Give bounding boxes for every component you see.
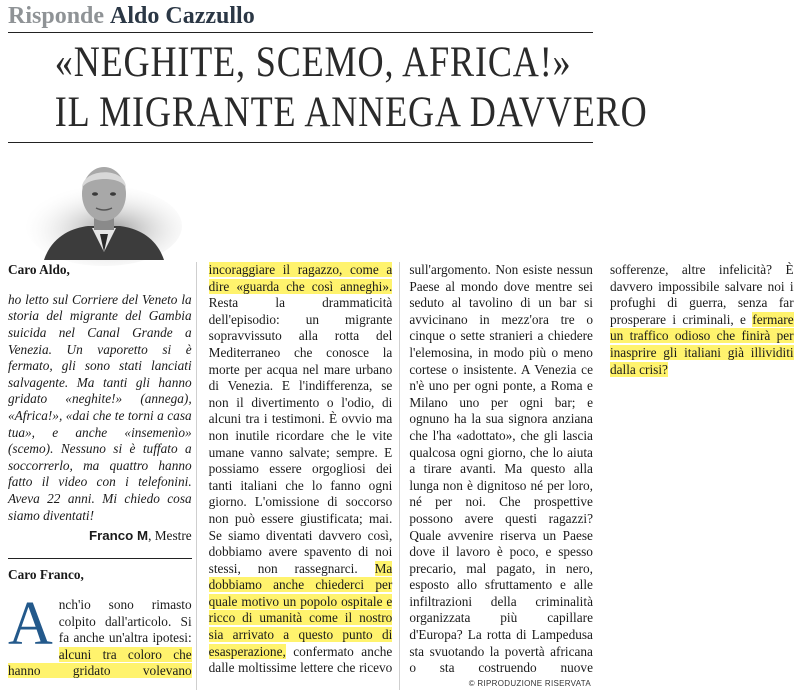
letter-signature (8, 528, 192, 545)
signature-name: Franco M (88, 528, 149, 544)
reply-text-2: Resta la drammaticità dell'episodio: un migrante sopravvissuto alla rotta del Mediterraneo che conosce la morte per acqua nel mare urbano di Venezia. E l'indifferenza, se non il divertimento o l'odio, di alcuni tra i testimoni. È ovvio ma non inutile ricordare che le vite umane vanno salvate; sempre. E possiamo essere orgogliosi dei tanti italiani che lo fanno ogni giorno. L'omissione di soccorso non può essere giustificata; mai. Se siamo diventati davvero così, dobbiamo avere spavento di noi stessi, non rassegnarci. (208, 295, 393, 576)
reply-greeting: Caro Franco, (8, 567, 84, 583)
letter-greeting: Caro Aldo, (8, 262, 70, 277)
author-portrait-icon (8, 148, 184, 260)
letter-separator (8, 558, 192, 559)
reply-text-3: confermato anche dalle moltissime lettere che ricevo sull'argomento. Non esiste nessun Paese al mondo dove mentre sei seduto al tavolino di un bar si avvicinano in mezz'ora tre o cinque o sette stranieri a chiedere l'elemosina, in modo più o meno cortese o insistente. A Venezia ce n'è uno per ogni ponte, a Roma e Milano uno per ogni bar; e ognuno ha la sua signora anziana che l'ha «adottato», che gli lascia qualcosa ogni giorno, che lo aiuta a tirare avanti. Ma questo alla lunga non è dignitoso né per loro, né per noi. Che prospettive possono avere questi ragazzi? Quale avvenire riserva un Paese dove il lavoro è poco, e spesso precario, mal pagato, in nero, esposto allo sfruttamento e alle infiltrazioni della criminalità organizzata più capillare d'Europa? La rotta di Lampedusa sta svuotando la povertà africana o sta costruendo nuove sofferenze, altre infelicità? È davvero impossibile salvare noi i profughi di guerra, senza far prosperare i criminali, e (208, 262, 794, 676)
copyright-notice: © RIPRODUZIONE RISERVATA (468, 679, 591, 688)
highlight-3: fermare un traffico odioso che finirà per inasprire gli italiani già illividiti dalla crisi? (609, 311, 794, 377)
highlight-2: Ma dobbiamo anche chiederci per quale motivo un popolo ospitale e ricco di umanità come il nostro sia arrivato a questo punto di esasperazione, (208, 560, 393, 659)
headline-line-1: «NEGHITE, SCEMO, AFRICA!» (54, 39, 572, 86)
reply-text-1: nch'io sono rimasto colpito dall'articolo. Si fa anche un'altra ipotesi: (58, 596, 192, 646)
headline-line-2: IL MIGRANTE ANNEGA DAVVERO (54, 89, 648, 136)
kicker-author: Aldo Cazzullo (110, 3, 255, 29)
column-header (8, 2, 593, 33)
dropcap: A (8, 589, 53, 658)
headline-rule (8, 142, 593, 143)
article-flow (8, 262, 794, 682)
kicker (8, 2, 255, 30)
letter-body: ho letto sul Corriere del Veneto la storia del migrante del Gambia suicida nel Canal Grande a Venezia. Un vaporetto si è fermato, gli sono stati lanciati salvagente. Ma tanti gli hanno gridato «neghite!» (annega), «Africa!», «dai che te torni a casa tua», e anche «insemenìo» (scemo). Nessuno si è tuffato a soccorrerlo, ma quattro hanno fatto il video con i telefonini. Aveva 22 anni. Mi chiedo cosa siamo diventati! (8, 291, 192, 523)
author-photo (8, 148, 184, 260)
signature-place: , Mestre (148, 528, 192, 544)
highlight-1: alcuni tra coloro che hanno gridato volevano incoraggiare il ragazzo, come a dire «guarda che così anneghi». (8, 262, 393, 679)
kicker-label: Risponde (8, 3, 105, 29)
